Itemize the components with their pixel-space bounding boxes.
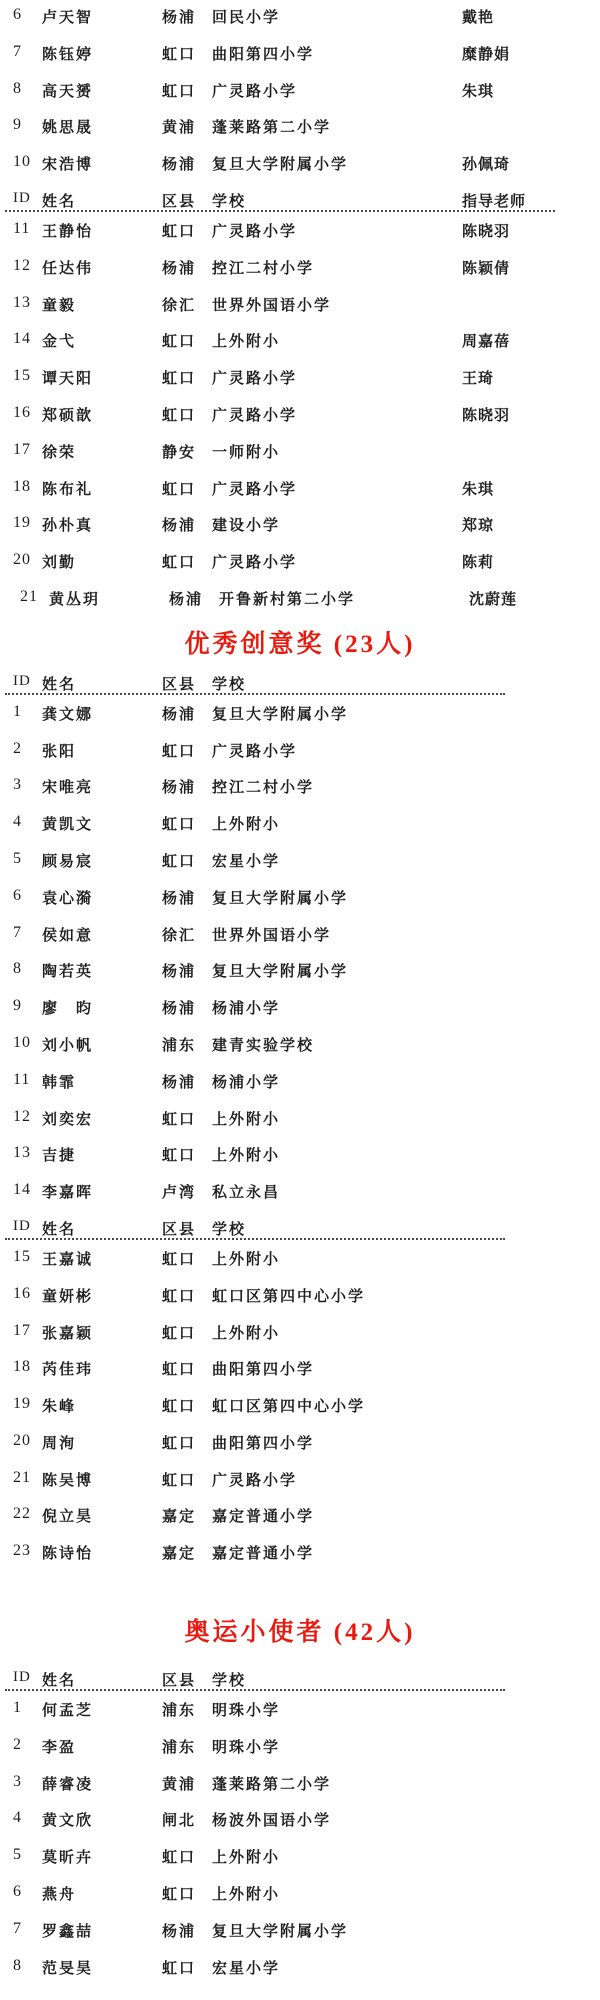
table-row bbox=[0, 78, 600, 115]
student-id: 2 bbox=[13, 739, 22, 757]
teacher-name: 朱琪 bbox=[462, 83, 495, 100]
student-id: 9 bbox=[13, 997, 22, 1015]
student-id: 22 bbox=[13, 1505, 31, 1523]
student-id: 11 bbox=[13, 219, 31, 237]
district: 虹口 bbox=[162, 481, 197, 498]
district: 徐汇 bbox=[162, 297, 197, 314]
district: 虹口 bbox=[162, 1850, 197, 1867]
column-header-name: 姓名 bbox=[42, 1673, 77, 1690]
school-name: 广灵路小学 bbox=[212, 743, 298, 760]
district: 徐汇 bbox=[162, 927, 197, 944]
school-name: 上外附小 bbox=[212, 1148, 281, 1165]
district: 黄浦 bbox=[162, 1776, 197, 1793]
student-name: 高天赟 bbox=[42, 83, 94, 100]
column-header-district: 区县 bbox=[162, 193, 197, 210]
school-name: 复旦大学附属小学 bbox=[212, 706, 349, 723]
table-row bbox=[0, 476, 600, 513]
school-name: 私立永昌 bbox=[212, 1185, 281, 1202]
student-name: 刘奕宏 bbox=[42, 1111, 94, 1128]
student-id: 13 bbox=[13, 1144, 31, 1162]
student-name: 金弋 bbox=[42, 334, 77, 351]
student-name: 孙朴真 bbox=[42, 518, 94, 535]
student-id: 14 bbox=[13, 1181, 31, 1199]
student-name: 谭天阳 bbox=[42, 371, 94, 388]
school-name: 曲阳第四小学 bbox=[212, 1435, 315, 1452]
column-header-name: 姓名 bbox=[42, 676, 77, 693]
table-row bbox=[0, 995, 600, 1032]
column-header-school: 学校 bbox=[212, 193, 247, 210]
district: 虹口 bbox=[162, 1148, 197, 1165]
student-id: 15 bbox=[13, 1247, 31, 1265]
student-name: 侯如意 bbox=[42, 927, 94, 944]
student-id: 7 bbox=[13, 1919, 22, 1937]
district: 虹口 bbox=[162, 223, 197, 240]
teacher-name: 陈颖倩 bbox=[462, 260, 511, 277]
student-name: 陈布礼 bbox=[42, 481, 94, 498]
student-id: 3 bbox=[13, 1772, 22, 1790]
table-row bbox=[0, 1467, 600, 1504]
student-name: 刘小帆 bbox=[42, 1037, 94, 1054]
school-name: 嘉定普通小学 bbox=[212, 1546, 315, 1563]
student-name: 郑硕歆 bbox=[42, 407, 94, 424]
school-name: 复旦大学附属小学 bbox=[212, 964, 349, 981]
school-name: 宏星小学 bbox=[212, 853, 281, 870]
student-id: 13 bbox=[13, 293, 31, 311]
district: 杨浦 bbox=[162, 964, 197, 981]
school-name: 杨波外国语小学 bbox=[212, 1813, 332, 1830]
table-row bbox=[0, 1393, 600, 1430]
district: 虹口 bbox=[162, 743, 197, 760]
student-id: 12 bbox=[13, 1107, 31, 1125]
table-row bbox=[0, 114, 600, 151]
school-name: 杨浦小学 bbox=[212, 1001, 281, 1018]
school-name: 广灵路小学 bbox=[212, 481, 298, 498]
student-name: 顾易宸 bbox=[42, 853, 94, 870]
table-row bbox=[0, 701, 600, 738]
table-row bbox=[0, 1069, 600, 1106]
school-name: 上外附小 bbox=[212, 817, 281, 834]
header-divider-line bbox=[5, 1238, 505, 1240]
student-name: 朱峰 bbox=[42, 1399, 77, 1416]
table-row bbox=[0, 402, 600, 439]
student-name: 罗鑫喆 bbox=[42, 1923, 94, 1940]
header-divider-line bbox=[5, 210, 555, 212]
table-row bbox=[0, 1918, 600, 1955]
district: 虹口 bbox=[162, 407, 197, 424]
table-row bbox=[0, 1881, 600, 1918]
student-id: 2 bbox=[13, 1735, 22, 1753]
table-row bbox=[0, 1844, 600, 1881]
district: 浦东 bbox=[162, 1703, 197, 1720]
student-name: 范旻昊 bbox=[42, 1960, 94, 1977]
student-id: 6 bbox=[13, 1883, 22, 1901]
student-id: 6 bbox=[13, 886, 22, 904]
student-id: 12 bbox=[13, 256, 31, 274]
table-row bbox=[0, 365, 600, 402]
table-row bbox=[0, 811, 600, 848]
district: 杨浦 bbox=[162, 780, 197, 797]
student-name: 韩霏 bbox=[42, 1074, 77, 1091]
student-id: 23 bbox=[13, 1542, 31, 1560]
table-row bbox=[0, 1320, 600, 1357]
district: 杨浦 bbox=[162, 1001, 197, 1018]
student-id: 3 bbox=[13, 776, 22, 794]
district: 虹口 bbox=[162, 1960, 197, 1977]
student-name: 莫昕卉 bbox=[42, 1850, 94, 1867]
district: 虹口 bbox=[162, 853, 197, 870]
school-name: 广灵路小学 bbox=[212, 555, 298, 572]
district: 虹口 bbox=[162, 1325, 197, 1342]
table-row bbox=[0, 1032, 600, 1069]
student-id: 21 bbox=[13, 1468, 31, 1486]
school-name: 广灵路小学 bbox=[212, 407, 298, 424]
teacher-name: 陈莉 bbox=[462, 555, 495, 572]
student-name: 薛睿凌 bbox=[42, 1776, 94, 1793]
district: 杨浦 bbox=[162, 518, 197, 535]
header-divider-line bbox=[5, 693, 505, 695]
school-name: 世界外国语小学 bbox=[212, 927, 332, 944]
school-name: 控江二村小学 bbox=[212, 780, 315, 797]
student-name: 黄丛玥 bbox=[49, 591, 101, 608]
student-id: 11 bbox=[13, 1070, 31, 1088]
school-name: 开鲁新村第二小学 bbox=[219, 591, 356, 608]
student-id: 8 bbox=[13, 1956, 22, 1974]
column-header-id: ID bbox=[13, 1669, 31, 1686]
table-row bbox=[0, 885, 600, 922]
column-header-school: 学校 bbox=[212, 1221, 247, 1238]
school-name: 曲阳第四小学 bbox=[212, 1362, 315, 1379]
district: 杨浦 bbox=[162, 10, 197, 26]
student-id: 1 bbox=[13, 702, 22, 720]
table-row bbox=[0, 1246, 600, 1283]
student-name: 龚文娜 bbox=[42, 706, 94, 723]
student-name: 宋唯亮 bbox=[42, 780, 94, 797]
teacher-name: 朱琪 bbox=[462, 481, 495, 498]
district: 虹口 bbox=[162, 1251, 197, 1268]
table-row bbox=[0, 1283, 600, 1320]
student-id: 10 bbox=[13, 153, 31, 171]
teacher-name: 糜静娟 bbox=[462, 46, 511, 63]
school-name: 虹口区第四中心小学 bbox=[212, 1399, 366, 1416]
school-name: 宏星小学 bbox=[212, 1960, 281, 1977]
student-id: 6 bbox=[13, 6, 22, 23]
student-name: 姚思晟 bbox=[42, 120, 94, 137]
student-name: 宋浩博 bbox=[42, 157, 94, 174]
column-header-district: 区县 bbox=[162, 676, 197, 693]
school-name: 蓬莱路第二小学 bbox=[212, 120, 332, 137]
student-name: 袁心漪 bbox=[42, 890, 94, 907]
student-id: 18 bbox=[13, 1358, 31, 1376]
column-header-id: ID bbox=[13, 672, 31, 689]
district: 虹口 bbox=[162, 817, 197, 834]
table-row bbox=[0, 922, 600, 959]
teacher-name: 陈晓羽 bbox=[462, 223, 511, 240]
student-id: 7 bbox=[13, 42, 22, 60]
student-name: 廖 昀 bbox=[42, 1001, 94, 1018]
table-row bbox=[0, 512, 600, 549]
table-row bbox=[0, 1540, 600, 1577]
column-header-district: 区县 bbox=[162, 1221, 197, 1238]
teacher-name: 沈蔚莲 bbox=[469, 591, 518, 608]
column-header-name: 姓名 bbox=[42, 1221, 77, 1238]
student-id: 4 bbox=[13, 1809, 22, 1827]
table-row bbox=[0, 1734, 600, 1771]
table-row bbox=[0, 1356, 600, 1393]
district: 杨浦 bbox=[169, 591, 204, 608]
school-name: 嘉定普通小学 bbox=[212, 1509, 315, 1526]
table-row bbox=[0, 328, 600, 365]
student-name: 陈吴博 bbox=[42, 1472, 94, 1489]
student-id: 20 bbox=[13, 551, 31, 569]
table-row bbox=[0, 1106, 600, 1143]
student-name: 卢天智 bbox=[42, 10, 94, 26]
student-name: 周洵 bbox=[42, 1435, 77, 1452]
student-name: 张嘉颖 bbox=[42, 1325, 94, 1342]
column-header-school: 学校 bbox=[212, 676, 247, 693]
table-row bbox=[0, 774, 600, 811]
student-id: 21 bbox=[20, 587, 38, 605]
school-name: 上外附小 bbox=[212, 334, 281, 351]
school-name: 明珠小学 bbox=[212, 1739, 281, 1756]
table-row bbox=[0, 255, 600, 292]
district: 静安 bbox=[162, 444, 197, 461]
district: 杨浦 bbox=[162, 706, 197, 723]
school-name: 广灵路小学 bbox=[212, 223, 298, 240]
student-id: 14 bbox=[13, 330, 31, 348]
student-name: 徐荣 bbox=[42, 444, 77, 461]
student-name: 童毅 bbox=[42, 297, 77, 314]
student-id: 8 bbox=[13, 79, 22, 97]
student-name: 任达伟 bbox=[42, 260, 94, 277]
table-row bbox=[0, 1142, 600, 1179]
school-name: 建设小学 bbox=[212, 518, 281, 535]
table-row bbox=[0, 4, 600, 41]
student-name: 王嘉诚 bbox=[42, 1251, 94, 1268]
district: 虹口 bbox=[162, 1288, 197, 1305]
student-name: 王静怡 bbox=[42, 223, 94, 240]
district: 虹口 bbox=[162, 46, 197, 63]
district: 虹口 bbox=[162, 334, 197, 351]
student-id: 17 bbox=[13, 440, 31, 458]
school-name: 蓬莱路第二小学 bbox=[212, 1776, 332, 1793]
table-row bbox=[0, 439, 600, 476]
student-id: 5 bbox=[13, 849, 22, 867]
school-name: 复旦大学附属小学 bbox=[212, 157, 349, 174]
school-name: 建青实验学校 bbox=[212, 1037, 315, 1054]
district: 虹口 bbox=[162, 1435, 197, 1452]
district: 虹口 bbox=[162, 371, 197, 388]
table-row bbox=[0, 1503, 600, 1540]
school-name: 复旦大学附属小学 bbox=[212, 1923, 349, 1940]
district: 虹口 bbox=[162, 1399, 197, 1416]
student-name: 黄凯文 bbox=[42, 817, 94, 834]
student-name: 李嘉晖 bbox=[42, 1185, 94, 1202]
school-name: 回民小学 bbox=[212, 10, 281, 26]
student-id: 19 bbox=[13, 514, 31, 532]
table-row bbox=[0, 738, 600, 775]
school-name: 控江二村小学 bbox=[212, 260, 315, 277]
student-id: 10 bbox=[13, 1033, 31, 1051]
table-row bbox=[0, 151, 600, 188]
table-row bbox=[0, 292, 600, 329]
student-id: 7 bbox=[13, 923, 22, 941]
student-id: 8 bbox=[13, 960, 22, 978]
table-row bbox=[0, 1430, 600, 1467]
student-name: 刘勤 bbox=[42, 555, 77, 572]
table-row bbox=[0, 1807, 600, 1844]
teacher-name: 王琦 bbox=[462, 371, 495, 388]
table-row bbox=[0, 958, 600, 995]
district: 杨浦 bbox=[162, 260, 197, 277]
column-header-district: 区县 bbox=[162, 1673, 197, 1690]
award-section-title: 奥运小使者 (42人) bbox=[184, 1619, 416, 1647]
student-id: 16 bbox=[13, 403, 31, 421]
school-name: 虹口区第四中心小学 bbox=[212, 1288, 366, 1305]
district: 浦东 bbox=[162, 1739, 197, 1756]
student-name: 芮佳玮 bbox=[42, 1362, 94, 1379]
school-name: 上外附小 bbox=[212, 1111, 281, 1128]
district: 嘉定 bbox=[162, 1509, 197, 1526]
student-name: 倪立昊 bbox=[42, 1509, 94, 1526]
school-name: 广灵路小学 bbox=[212, 1472, 298, 1489]
district: 虹口 bbox=[162, 1887, 197, 1904]
column-header-teacher: 指导老师 bbox=[462, 193, 527, 210]
district: 卢湾 bbox=[162, 1185, 197, 1202]
district: 闸北 bbox=[162, 1813, 197, 1830]
district: 虹口 bbox=[162, 1472, 197, 1489]
school-name: 杨浦小学 bbox=[212, 1074, 281, 1091]
student-name: 陈钰婷 bbox=[42, 46, 94, 63]
district: 嘉定 bbox=[162, 1546, 197, 1563]
table-row bbox=[0, 586, 600, 623]
school-name: 广灵路小学 bbox=[212, 371, 298, 388]
header-divider-line bbox=[5, 1689, 505, 1691]
school-name: 上外附小 bbox=[212, 1887, 281, 1904]
table-row bbox=[0, 549, 600, 586]
student-name: 童妍彬 bbox=[42, 1288, 94, 1305]
district: 虹口 bbox=[162, 1111, 197, 1128]
student-id: 19 bbox=[13, 1395, 31, 1413]
column-header-id: ID bbox=[13, 189, 31, 206]
district: 杨浦 bbox=[162, 1074, 197, 1091]
district: 虹口 bbox=[162, 555, 197, 572]
teacher-name: 孙佩琦 bbox=[462, 157, 511, 174]
student-id: 17 bbox=[13, 1321, 31, 1339]
table-header-row bbox=[0, 1667, 600, 1697]
school-name: 上外附小 bbox=[212, 1850, 281, 1867]
school-name: 曲阳第四小学 bbox=[212, 46, 315, 63]
student-id: 9 bbox=[13, 116, 22, 134]
student-id: 18 bbox=[13, 477, 31, 495]
student-name: 陶若英 bbox=[42, 964, 94, 981]
student-id: 20 bbox=[13, 1431, 31, 1449]
student-id: 5 bbox=[13, 1846, 22, 1864]
school-name: 复旦大学附属小学 bbox=[212, 890, 349, 907]
teacher-name: 周嘉蓓 bbox=[462, 334, 511, 351]
table-row bbox=[0, 848, 600, 885]
school-name: 一师附小 bbox=[212, 444, 281, 461]
student-name: 陈诗怡 bbox=[42, 1546, 94, 1563]
district: 虹口 bbox=[162, 1362, 197, 1379]
district: 黄浦 bbox=[162, 120, 197, 137]
school-name: 广灵路小学 bbox=[212, 83, 298, 100]
student-id: 15 bbox=[13, 367, 31, 385]
student-name: 何孟芝 bbox=[42, 1703, 94, 1720]
teacher-name: 戴艳 bbox=[462, 10, 495, 26]
district: 虹口 bbox=[162, 83, 197, 100]
award-section-title: 优秀创意奖 (23人) bbox=[184, 630, 416, 658]
student-name: 张阳 bbox=[42, 743, 77, 760]
table-row bbox=[0, 218, 600, 255]
student-name: 燕舟 bbox=[42, 1887, 77, 1904]
table-row bbox=[0, 41, 600, 78]
teacher-name: 陈晓羽 bbox=[462, 407, 511, 424]
table-header-row bbox=[0, 1216, 600, 1246]
school-name: 明珠小学 bbox=[212, 1703, 281, 1720]
student-name: 黄文欣 bbox=[42, 1813, 94, 1830]
column-header-school: 学校 bbox=[212, 1673, 247, 1690]
student-id: 4 bbox=[13, 813, 22, 831]
student-id: 16 bbox=[13, 1284, 31, 1302]
table-header-row bbox=[0, 671, 600, 701]
student-name: 吉捷 bbox=[42, 1148, 77, 1165]
school-name: 上外附小 bbox=[212, 1251, 281, 1268]
district: 浦东 bbox=[162, 1037, 197, 1054]
table-row bbox=[0, 1955, 600, 1992]
school-name: 上外附小 bbox=[212, 1325, 281, 1342]
student-name: 李盈 bbox=[42, 1739, 77, 1756]
column-header-name: 姓名 bbox=[42, 193, 77, 210]
table-header-row bbox=[0, 188, 600, 218]
column-header-id: ID bbox=[13, 1217, 31, 1234]
school-name: 世界外国语小学 bbox=[212, 297, 332, 314]
district: 杨浦 bbox=[162, 157, 197, 174]
table-row bbox=[0, 1771, 600, 1808]
teacher-name: 郑琼 bbox=[462, 518, 495, 535]
student-id: 1 bbox=[13, 1699, 22, 1717]
table-row bbox=[0, 1179, 600, 1216]
district: 杨浦 bbox=[162, 1923, 197, 1940]
district: 杨浦 bbox=[162, 890, 197, 907]
table-row bbox=[0, 1697, 600, 1734]
